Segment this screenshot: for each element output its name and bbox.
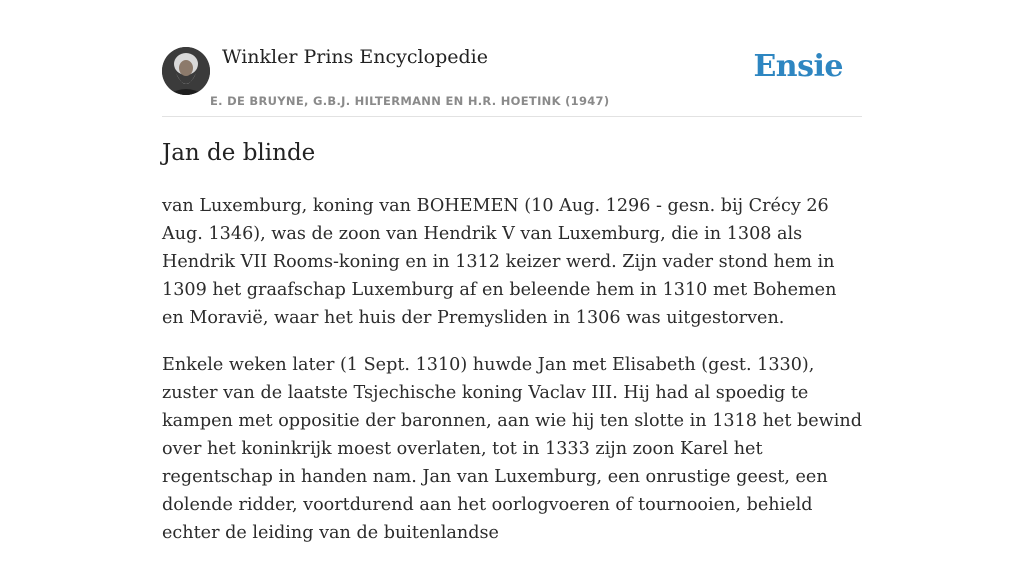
- author-avatar[interactable]: [162, 47, 210, 95]
- article-title: Jan de blinde: [162, 140, 316, 166]
- authors-line: E. DE BRUYNE, G.B.J. HILTERMANN EN H.R. HOETINK (1947): [210, 94, 610, 108]
- paragraph: Enkele weken later (1 Sept. 1310) huwde Jan met Elisabeth (gest. 1330), zuster van de laatste Tsjechische koning Vaclav III. Hij had al spoedig te kampen met oppositie der baronnen, aan wie hij ten slotte in 1318 het bewind over het koninkrijk moest overlaten, tot in 1333 zijn zoon Karel het regentschap in handen nam. Jan van Luxemburg, een onrustige geest, een dolende ridder, voortdurend aan het oorlogvoeren of tournooien, behield echter de leiding van de buitenlandse: [162, 355, 862, 543]
- site-title[interactable]: Winkler Prins Encyclopedie: [222, 46, 488, 68]
- paragraph: van Luxemburg, koning van BOHEMEN (10 Aug. 1296 - gesn. bij Crécy 26 Aug. 1346), was de zoon van Hendrik V van Luxemburg, die in 1308 als Hendrik VII Rooms-koning en in 1312 keizer werd. Zijn vader stond hem in 1309 het graafschap Luxemburg af en beleende hem in 1310 met Bohemen en Moravië, waar het huis der Premysliden in 1306 was uitgestorven.: [162, 196, 837, 328]
- article-body: [162, 192, 862, 566]
- page: [162, 0, 862, 543]
- avatar-portrait-icon: [162, 47, 210, 95]
- ensie-logo[interactable]: Ensie: [753, 49, 843, 84]
- site-header: [162, 0, 862, 117]
